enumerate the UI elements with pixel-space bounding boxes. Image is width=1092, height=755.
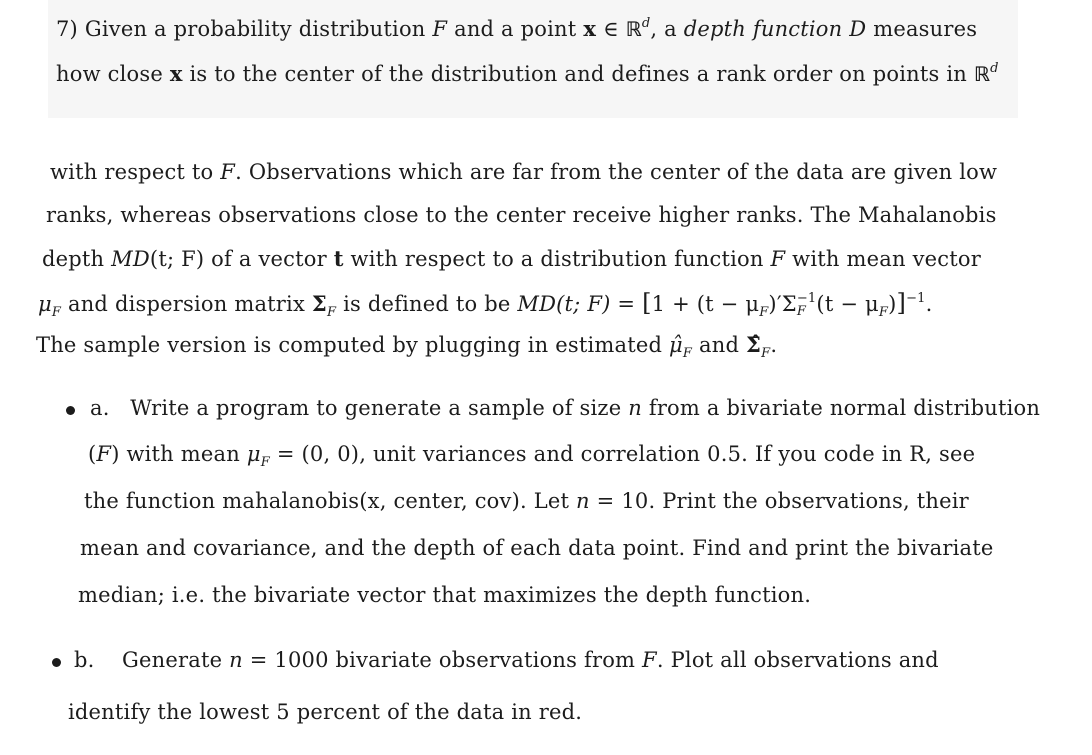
mahalanobis-depth-formula: MD(t; $F) = [1 + (t - \mu_F)'\Sigma$ −1 F $(t - \mu_F)]^{-1}$. (517, 289, 933, 320)
bullet-b (52, 658, 61, 667)
body-line-3: depth MD(t; F) of a vector t with respect to a distribution function F with mean vector (42, 246, 981, 271)
part-a-label: a. (90, 396, 110, 420)
part-a-line-2: (F) with mean $\mu_F = (0$, 0), unit variances and correlation 0.5. If you code in R, see (88, 442, 976, 470)
body-line-2: ranks, whereas observations close to the center receive higher ranks. The Mahalanobis (46, 203, 997, 227)
part-a-line-5: median; i.e. the bivariate vector that maximizes the depth function. (78, 583, 812, 607)
part-b-line-2: identify the lowest 5 percent of the data in red. (68, 700, 583, 724)
part-a-line-4: mean and covariance, and the depth of each data point. Find and print the bivariate (80, 536, 994, 560)
body-line-5: The sample version is computed by plugging in estimated $\mû_F$ and $\Sigmâ_F$. (36, 332, 778, 361)
body-line-1: with respect to F. Observations which are far from the center of the data are given low (50, 160, 998, 184)
bullet-a (66, 406, 75, 415)
part-a-line-3: the function mahalanobis(x, center, cov). Let n = 10. Print the observations, their (84, 489, 969, 513)
part-b-line-1: b. Generate n = 1000 bivariate observations from F. Plot all observations and (74, 648, 939, 672)
depth-function-term: depth function (683, 17, 843, 41)
body-line-4: $\mu_F$ and dispersion matrix $\Sigma_F$ is defined to be MD(t; $F) = [1 + (t - \mu_F)'\Sigma$ −1 F $(t - \mu_F)]^{-1}$. (38, 289, 933, 320)
part-a-line-1: a. Write a program to generate a sample of size n from a bivariate normal distribution (90, 396, 1041, 420)
intro-line-2: how close x is to the center of the distribution and defines a rank order on points in ℝ$^d$ (56, 61, 999, 86)
problem-number: 7) (56, 17, 78, 41)
part-b-label: b. (74, 648, 95, 672)
intro-line-1: 7) Given a probability distribution F and a point x ∈ ℝ$^d$, a depth function D measures (56, 16, 978, 41)
